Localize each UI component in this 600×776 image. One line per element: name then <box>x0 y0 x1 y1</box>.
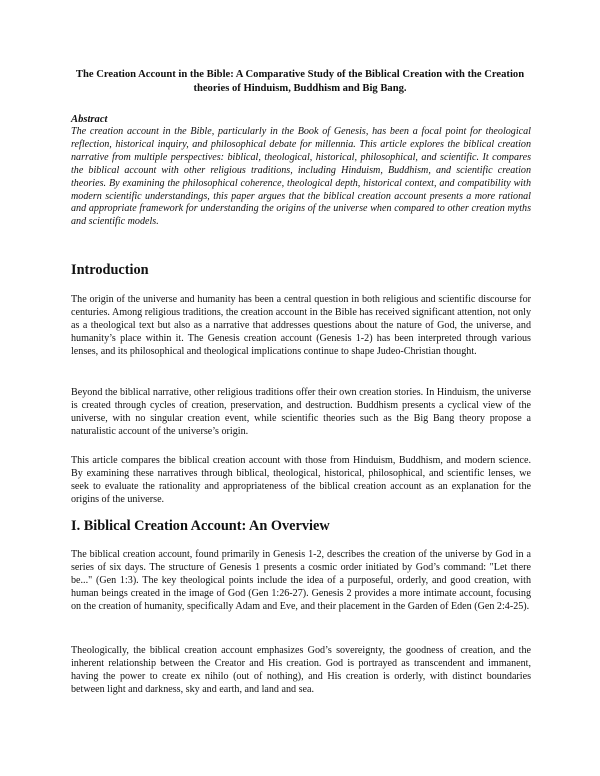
introduction-heading: Introduction <box>71 262 149 278</box>
abstract-heading: Abstract <box>71 114 108 125</box>
section-1-paragraph-2: Theologically, the biblical creation account emphasizes God’s sovereignty, the goodness of creation, and the inherent relationship between the Creator and His creation. God is portrayed as transcendent and immanent, having the power to create ex nihilo (out of nothing), and His creation is orderly, with distinct boundaries between light and darkness, sky and earth, and land and sea. <box>71 645 531 695</box>
introduction-paragraph-3: This article compares the biblical creation account with those from Hinduism, Buddhism, and modern science. By examining these narratives through biblical, theological, historical, philosophical, and scientific lenses, we seek to evaluate the rationality and appropriateness of the biblical creation account as an explanation for the origins of the universe. <box>71 455 531 505</box>
section-1-paragraph-1: The biblical creation account, found primarily in Genesis 1-2, describes the creation of the universe by God in a series of six days. The structure of Genesis 1 presents a cosmic order initiated by God’s command: "Let there be..." (Gen 1:3). The key theological points include the idea of a purposeful, orderly, and good creation, with human beings created in the image of God (Gen 1:26-27). Genesis 2 provides a more intimate account, focusing on the creation of humanity, specifically Adam and Eve, and their placement in the Garden of Eden (Gen 2:4-25). <box>71 549 531 612</box>
introduction-paragraph-1: The origin of the universe and humanity has been a central question in both religious and scientific discourse for centuries. Among religious traditions, the creation account in the Bible has received significant attention, not only as a theological text but also as a narrative that addresses questions about the nature of God, the universe, and humanity’s place within it. The Genesis creation account (Genesis 1-2) has been interpreted through various lenses, and its philosophical and theological implications continue to shape Judeo-Christian thought. <box>71 294 531 357</box>
section-1-heading: I. Biblical Creation Account: An Overview <box>71 518 330 534</box>
abstract-text: The creation account in the Bible, particularly in the Book of Genesis, has been a focal point for theological reflection, historical inquiry, and philosophical debate for millennia. This article explores the biblical creation narrative from multiple perspectives: biblical, theological, historical, philosophical, and scientific. It compares the biblical account with other religious traditions, including Hinduism, Buddhism, and scientific creation theories. By examining the philosophical coherence, theological depth, historical context, and compatibility with modern scientific understandings, this paper argues that the biblical creation account presents a more rational and appropriate framework for understanding the origins of the universe when compared to other creation myths and scientific models. <box>71 126 531 228</box>
introduction-paragraph-2: Beyond the biblical narrative, other religious traditions offer their own creation stories. In Hinduism, the universe is created through cycles of creation, preservation, and destruction. Buddhism presents a cyclical view of the universe, with no singular creation event, while scientific theories such as the Big Bang theory propose a naturalistic account of the universe’s origin. <box>71 387 531 437</box>
paper-title: The Creation Account in the Bible: A Comparative Study of the Biblical Creation with the Creation theories of Hinduism, Buddhism and Big Bang. <box>75 69 525 94</box>
